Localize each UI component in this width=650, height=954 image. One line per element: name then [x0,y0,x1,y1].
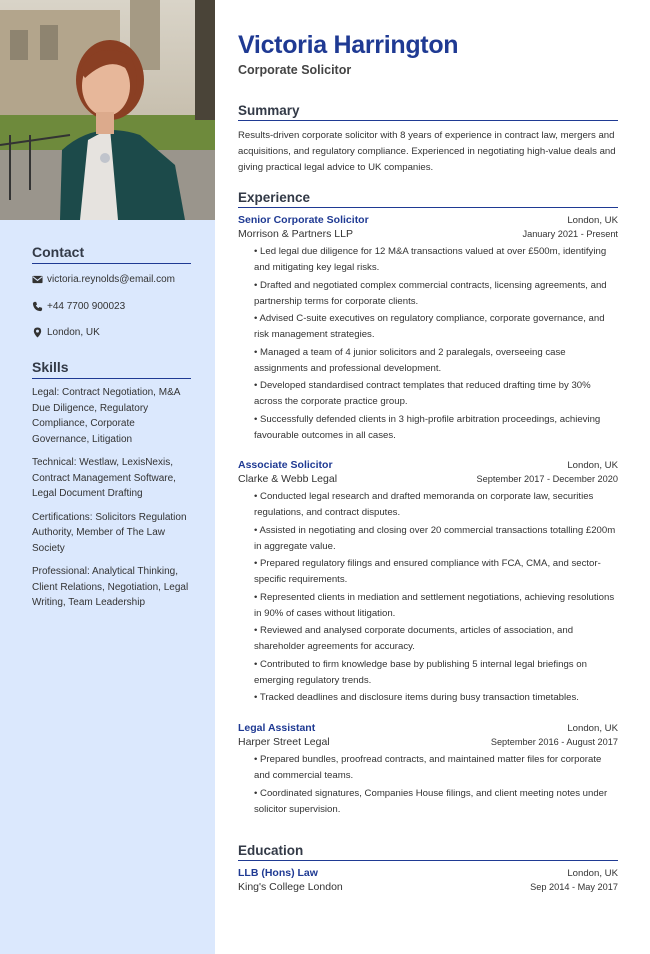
experience-heading: Experience [238,190,618,208]
job-location: London, UK [567,460,618,471]
contact-location [32,325,191,339]
education-school: King's College London [238,881,343,893]
job-dates: September 2016 - August 2017 [490,737,618,747]
phone-text: +44 7700 900023 [47,300,126,312]
job-role: Legal Assistant [238,722,316,734]
job-bullet: • Drafted and negotiated complex commercial contracts, licensing agreements, and partnership terms for corporate clients. [254,279,607,307]
job-bullet: • Developed standardised contract templates that reduced drafting time by 30% across the corporate practice group. [254,380,591,407]
job-entry [238,722,618,819]
job-bullet: • Successfully defended clients in 3 high-profile arbitration proceedings, achieving favourable outcomes in all cases. [254,413,601,441]
candidate-title: Corporate Solicitor [238,63,352,77]
job-bullets [238,489,618,706]
job-bullets [238,244,618,444]
skill-technical: Technical: Westlaw, LexisNexis, Contract Management Software, Legal Document Drafting [32,457,176,499]
job-bullets [238,752,618,818]
profile-photo [0,0,215,220]
education-heading: Education [238,843,618,861]
job-bullet: • Led legal due diligence for 12 M&A transactions valued at over £500m, identifying and mitigating key legal risks. [254,246,607,273]
location-pin-icon [32,327,43,338]
education-dates: Sep 2014 - May 2017 [530,882,618,892]
job-bullet: • Reviewed and analysed corporate documents, articles of association, and shareholder agreements for accuracy. [254,625,574,652]
education-location: London, UK [567,868,618,879]
job-role: Associate Solicitor [238,459,333,471]
email-text: victoria.reynolds@email.com [47,273,175,285]
phone-icon [32,301,43,312]
sidebar [0,0,215,954]
contact-section [32,244,191,339]
education-degree: LLB (Hons) Law [238,867,318,879]
contact-phone [32,299,191,313]
mail-icon [32,274,43,285]
job-role: Senior Corporate Solicitor [238,214,369,226]
contact-heading: Contact [32,244,191,264]
candidate-name: Victoria Harrington [238,31,459,59]
job-bullet: • Tracked deadlines and disclosure items during busy transaction timetables. [254,692,579,703]
job-bullet: • Assisted in negotiating and closing over 20 commercial transactions totalling £200m in aggregate value. [254,524,616,552]
job-bullet: • Prepared regulatory filings and ensured compliance with FCA, CMA, and sector-specific requirements. [254,558,601,585]
job-bullet: • Coordinated signatures, Companies House filings, and client meeting notes under solicitor supervision. [254,787,608,815]
skills-section [32,359,191,619]
job-entry [238,214,618,445]
job-bullet: • Contributed to firm knowledge base by publishing 5 internal legal briefings on emerging regulatory trends. [254,658,587,686]
job-company: Harper Street Legal [238,736,330,748]
location-text: London, UK [47,326,100,338]
job-company: Morrison & Partners LLP [238,228,353,240]
skill-certifications: Certifications: Solicitors Regulation Authority, Member of The Law Society [32,511,187,554]
skills-heading: Skills [32,359,191,379]
job-location: London, UK [567,723,618,734]
skill-professional: Professional: Analytical Thinking, Client Relations, Negotiation, Legal Writing, Team Leadership [32,566,189,608]
skill-legal: Legal: Contract Negotiation, M&A Due Diligence, Regulatory Compliance, Corporate Governance, Litigation [32,387,180,445]
job-location: London, UK [567,215,618,226]
job-bullet: • Represented clients in mediation and settlement negotiations, achieving resolutions in 90% of cases without litigation. [254,591,615,619]
profile-photo-image [0,0,215,220]
job-bullet: • Conducted legal research and drafted memoranda on corporate law, securities regulations, and contract disputes. [254,491,594,518]
job-dates: January 2021 - Present [522,229,618,239]
summary-heading: Summary [238,103,618,121]
job-dates: September 2017 - December 2020 [476,474,618,484]
education-entry [238,867,618,893]
job-bullet: • Managed a team of 4 junior solicitors and 2 paralegals, overseeing case assignments and professional development. [254,346,566,374]
summary-text: Results-driven corporate solicitor with 8 years of experience in contract law, mergers and acquisitions, and regulatory compliance. Experienced in negotiating high-value deals and giving practical legal advice to UK companies. [238,130,616,173]
job-bullet: • Prepared bundles, proofread contracts, and maintained matter files for corporate and commercial teams. [254,754,602,781]
job-bullet: • Advised C-suite executives on regulatory compliance, corporate governance, and risk management strategies. [254,313,605,340]
contact-email [32,272,191,286]
job-entry [238,459,618,708]
job-company: Clarke & Webb Legal [238,473,338,485]
